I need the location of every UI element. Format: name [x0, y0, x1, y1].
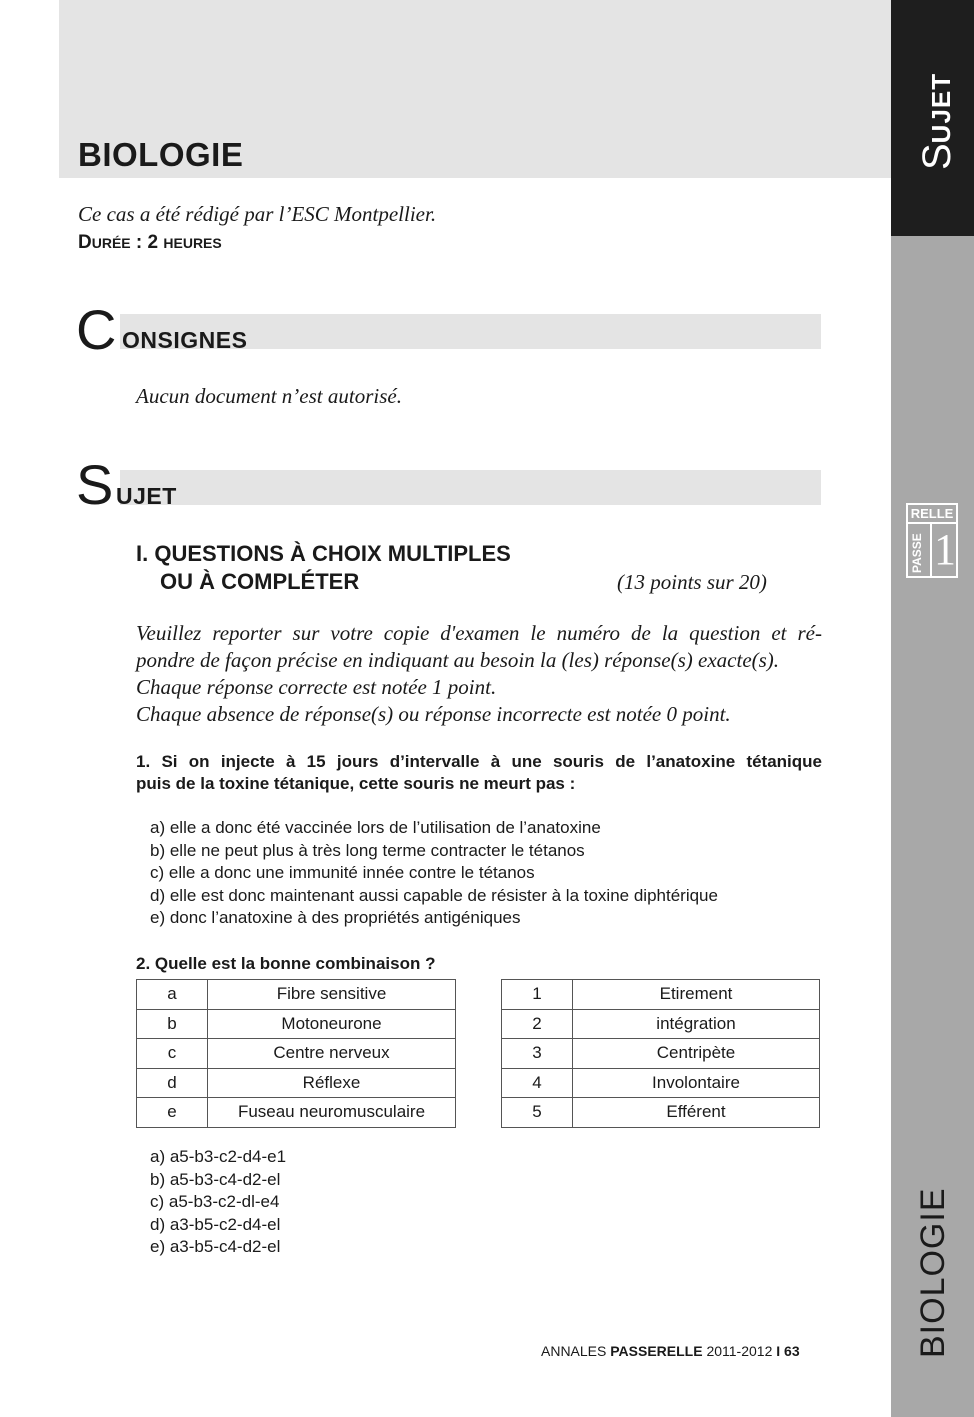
duration-unit: HEURES [163, 235, 222, 251]
passerelle-logo [906, 503, 958, 578]
table-value: intégration [573, 1009, 820, 1039]
question-2-options [150, 1146, 286, 1259]
table-row [502, 1009, 820, 1039]
table-value: Fibre sensitive [208, 980, 456, 1010]
logo-top-text: RELLE [908, 505, 956, 524]
sidebar-section-rest: UJET [926, 72, 956, 144]
footer-prefix: ANNALES [541, 1343, 611, 1359]
duration-label-initial: D [78, 232, 92, 253]
table-key: 1 [502, 980, 573, 1010]
sidebar-subject-label: BIOLOGIE [914, 1187, 952, 1358]
duration-label-rest: URÉE [91, 235, 131, 251]
consignes-text: Aucun document n’est autorisé. [136, 384, 402, 408]
instruction-line: pondre de façon précise en indiquant au besoin la (les) réponse(s) exacte(s). [136, 648, 780, 672]
footer-brand: PASSERELLE [610, 1343, 703, 1359]
option-item: b) a5-b3-c4-d2-el [150, 1169, 281, 1189]
matching-table-right [501, 979, 820, 1128]
table-value: Motoneurone [208, 1009, 456, 1039]
table-key: 2 [502, 1009, 573, 1039]
table-value: Centre nerveux [208, 1039, 456, 1069]
option-item: e) donc l’anatoxine à des propriétés antigéniques [150, 908, 521, 927]
sujet-initial: S [76, 453, 114, 516]
table-key: 3 [502, 1039, 573, 1069]
part-title [136, 540, 511, 596]
option-item: c) a5-b3-c2-dl-e4 [150, 1192, 280, 1211]
table-key: d [137, 1068, 208, 1098]
page-title: BIOLOGIE [78, 136, 244, 173]
table-row [137, 1068, 456, 1098]
table-key: c [137, 1039, 208, 1069]
question-1-line2: puis de la toxine tétanique, cette souris ne meurt pas : [136, 774, 576, 793]
part-title-line2: OU À COMPLÉTER [160, 569, 360, 594]
table-value: Efférent [573, 1098, 820, 1128]
table-value: Fuseau neuromusculaire [208, 1098, 456, 1128]
question-2: 2. Quelle est la bonne combinaison ? [136, 954, 436, 973]
table-value: Involontaire [573, 1068, 820, 1098]
consignes-heading: ONSIGNES [122, 327, 248, 353]
table-row [137, 1098, 456, 1128]
duration-separator: : [130, 232, 148, 253]
sidebar-section-initial: S [915, 143, 959, 170]
page-footer [541, 1343, 800, 1359]
option-item: b) elle ne peut plus à très long terme contracter le tétanos [150, 840, 585, 860]
sujet-band [120, 470, 821, 505]
authored-by: Ce cas a été rédigé par l’ESC Montpellier. [78, 202, 437, 226]
table-key: 4 [502, 1068, 573, 1098]
duration [78, 232, 222, 254]
option-item: c) elle a donc une immunité innée contre le tétanos [150, 863, 535, 882]
duration-value: 2 [147, 232, 159, 253]
question-1-options [150, 817, 718, 930]
table-key: a [137, 980, 208, 1010]
table-row [502, 980, 820, 1010]
instruction-line: Chaque réponse correcte est notée 1 point. [136, 675, 497, 699]
table-value: Etirement [573, 980, 820, 1010]
option-item: a) elle a donc été vaccinée lors de l’utilisation de l’anatoxine [150, 818, 601, 837]
table-value: Réflexe [208, 1068, 456, 1098]
sujet-heading: UJET [116, 483, 177, 509]
footer-separator: I [776, 1343, 781, 1359]
instruction-line: Chaque absence de réponse(s) ou réponse incorrecte est notée 0 point. [136, 702, 731, 726]
table-row [502, 1098, 820, 1128]
matching-table-left [136, 979, 456, 1128]
option-item: a) a5-b3-c2-d4-e1 [150, 1147, 287, 1166]
question-1-line1: 1. Si on injecte à 15 jours d’intervalle à une souris de l’anatoxine tétanique [136, 752, 822, 771]
table-row [137, 1009, 456, 1039]
table-key: b [137, 1009, 208, 1039]
page-number: 63 [780, 1343, 800, 1359]
sidebar-section-label [915, 73, 960, 170]
table-key: 5 [502, 1098, 573, 1128]
consignes-initial: C [76, 298, 117, 361]
footer-year: 2011-2012 [702, 1343, 777, 1359]
part-points: (13 points sur 20) [617, 570, 767, 594]
option-item: d) a3-b5-c2-d4-el [150, 1214, 281, 1234]
table-row [502, 1068, 820, 1098]
instruction-line: Veuillez reporter sur votre copie d'examen le numéro de la question et ré- [136, 621, 822, 645]
table-key: e [137, 1098, 208, 1128]
table-row [137, 1039, 456, 1069]
table-row [502, 1039, 820, 1069]
instructions [136, 620, 822, 728]
logo-number: 1 [930, 523, 958, 576]
table-row [137, 980, 456, 1010]
option-item: e) a3-b5-c4-d2-el [150, 1237, 281, 1256]
logo-side-text: PASSE [910, 533, 924, 573]
part-title-line1: I. QUESTIONS À CHOIX MULTIPLES [136, 541, 511, 566]
option-item: d) elle est donc maintenant aussi capable de résister à la toxine diphtérique [150, 885, 718, 905]
table-value: Centripète [573, 1039, 820, 1069]
question-1 [136, 751, 822, 795]
